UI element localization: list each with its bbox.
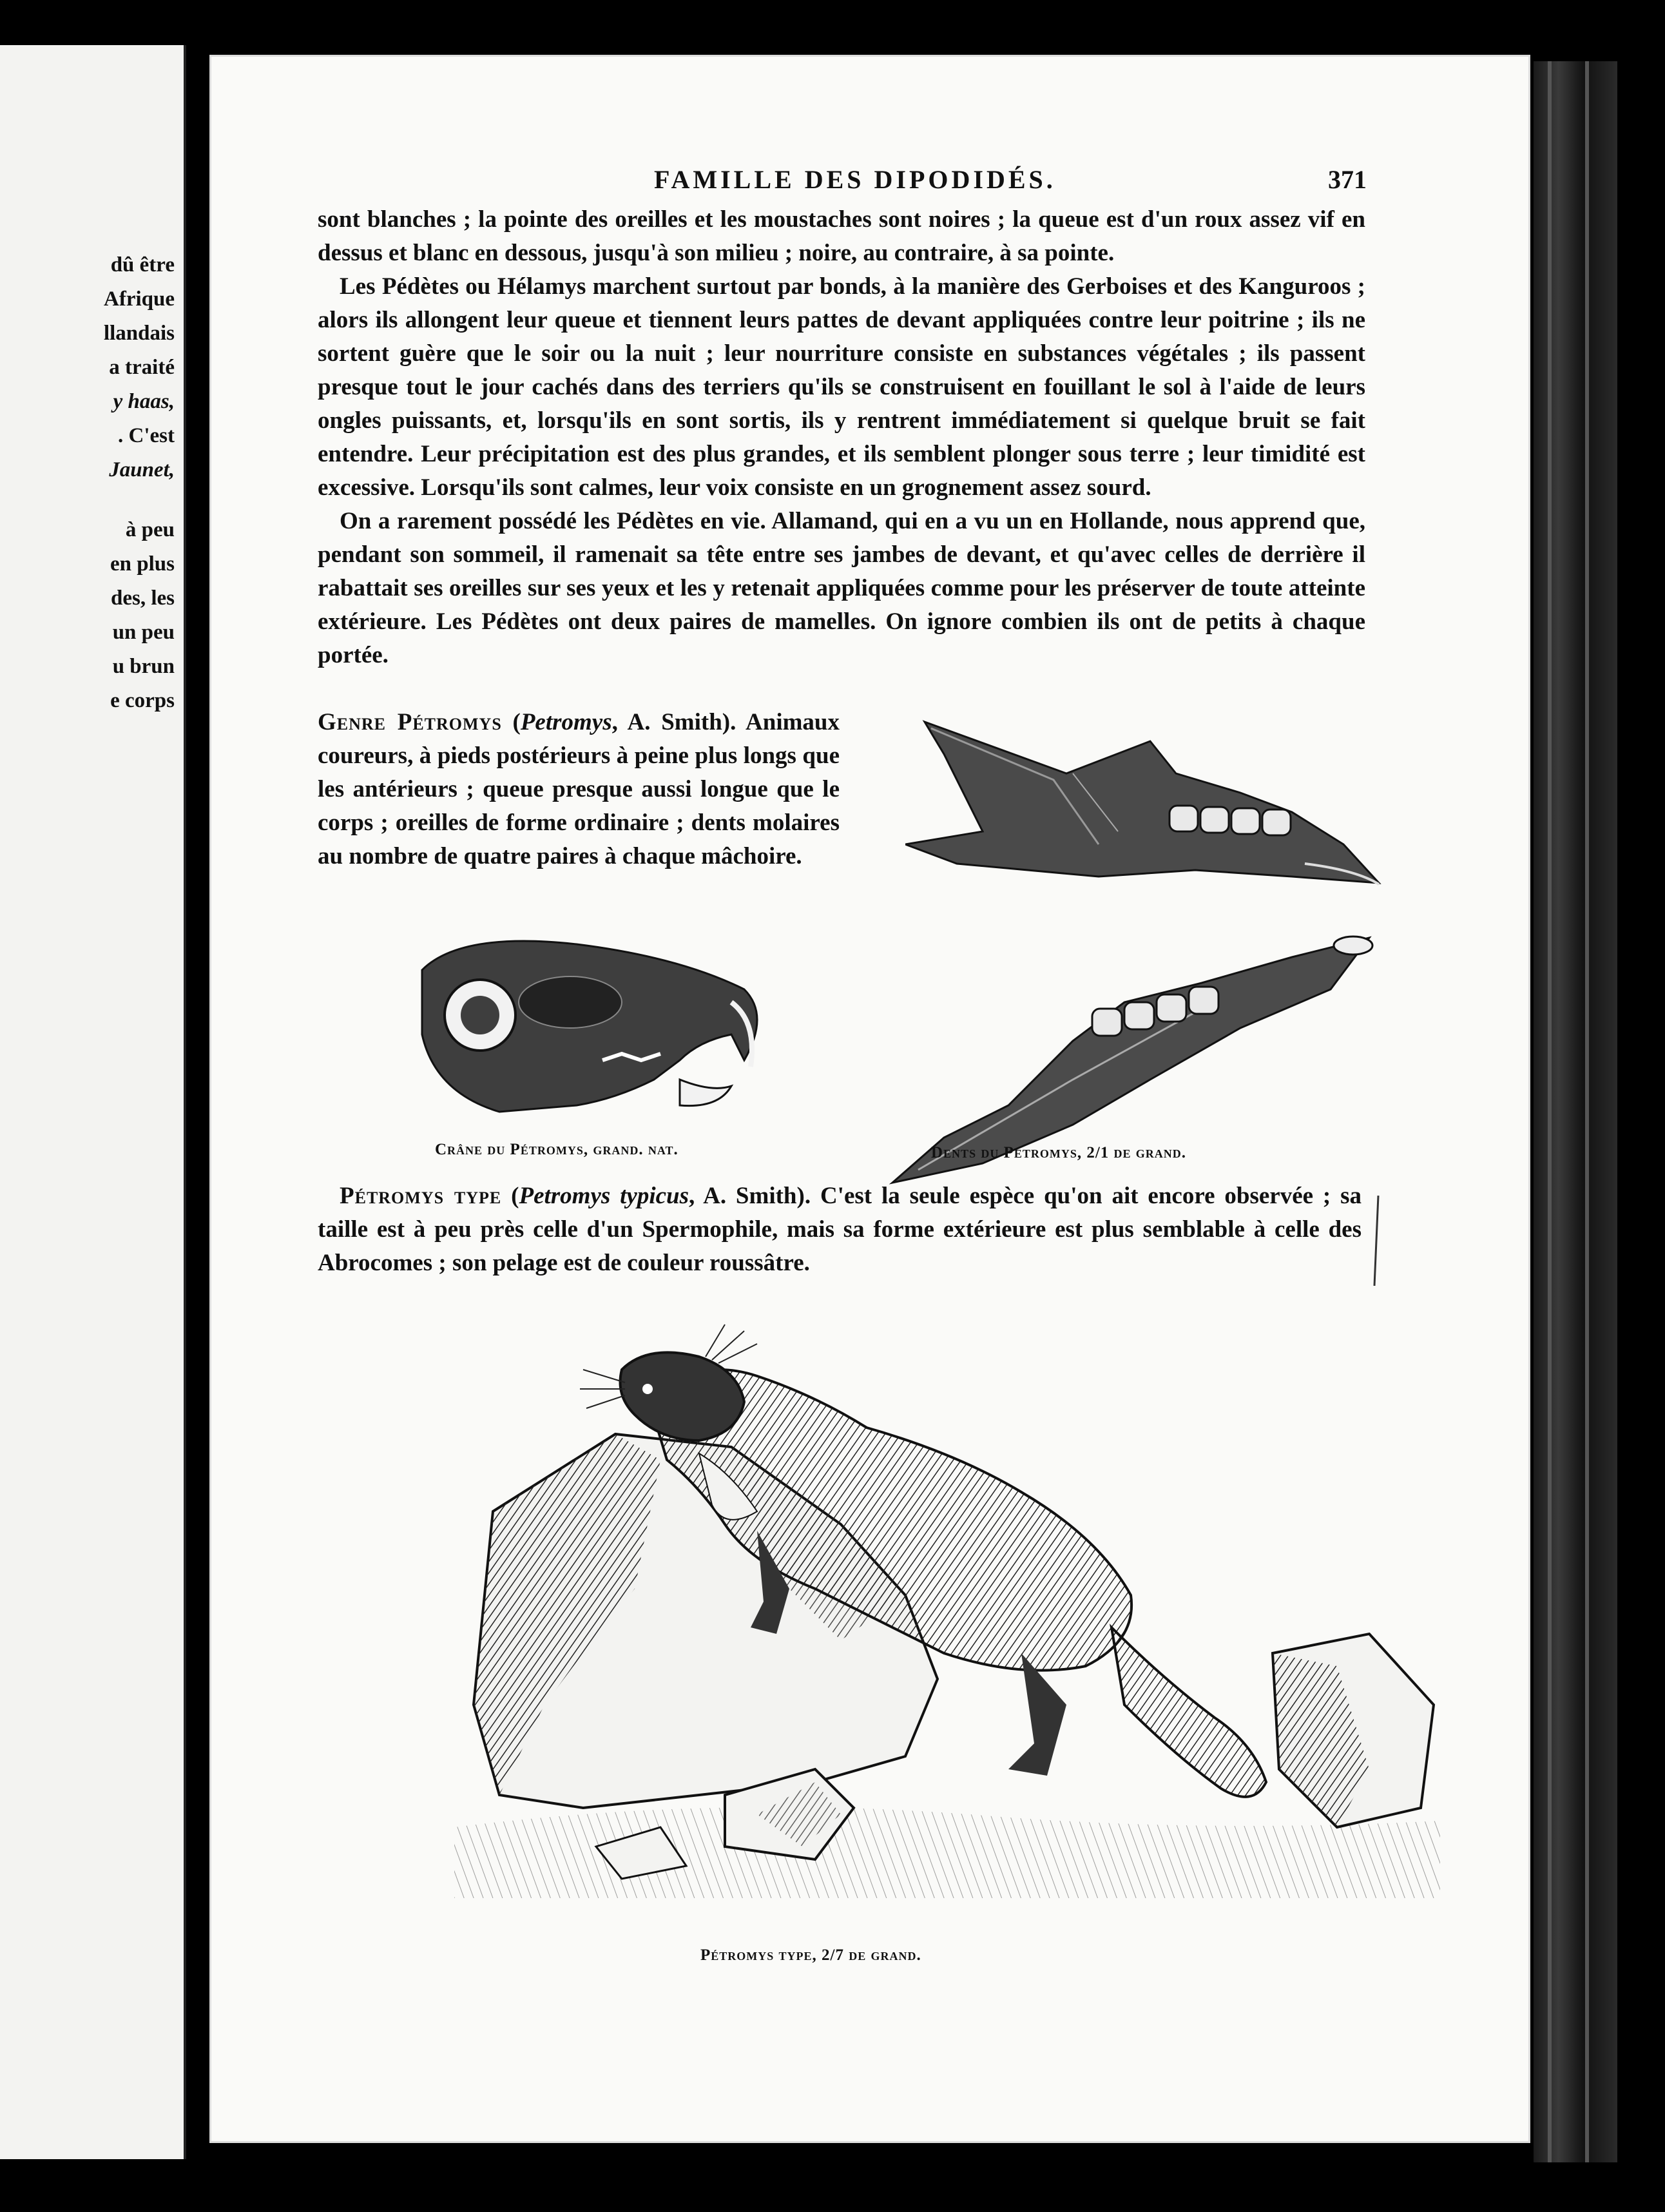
species-paren: ( <box>501 1183 519 1209</box>
left-line: . C'est <box>118 424 175 447</box>
left-line: a traité <box>109 356 175 379</box>
binding-line <box>1585 61 1589 2162</box>
genus-heading: Genre Pétromys <box>318 709 502 735</box>
margin-mark <box>1369 1196 1382 1286</box>
left-line: e corps <box>110 689 175 712</box>
body-text-bottom <box>318 1179 1362 1280</box>
skull-illustration <box>409 931 776 1144</box>
genus-paren: ( <box>501 709 521 735</box>
genus-text: Animaux coureurs, à pieds postérieurs à peine plus longs que les antérieurs ; queue presque aussi longue que le corps ; oreilles de forme ordinaire ; dents molaires au nombre de quatre paires à chaque mâchoire. <box>318 709 840 869</box>
species-text: , A. Smith). C'est la seule espèce qu'on ait encore observée ; sa taille est à peu près celle d'un Spermophile, mais sa forme extérieure est plus semblable à celle des Abrocomes ; son pelage est de couleur roussâtre. <box>318 1183 1362 1276</box>
genus-author: , A. Smith). <box>611 709 736 735</box>
book-page <box>209 55 1530 2143</box>
binding-line <box>1548 61 1552 2162</box>
upper-jaw-illustration <box>905 715 1395 909</box>
paragraph <box>318 1179 1362 1280</box>
animal-caption: Pétromys type, 2/7 de grand. <box>700 1946 921 1964</box>
left-line: en plus <box>110 552 175 576</box>
left-line: un peu <box>112 621 175 644</box>
page-title: FAMILLE DES DIPODIDÉS. <box>654 165 1056 194</box>
paragraph: Les Pédètes ou Hélamys marchent surtout par bonds, à la manière des Gerboises et des Kanguroos ; alors ils allongent leur queue et tiennent leurs pattes de devant appliquées contre leur poitrine ; ils ne sortent guère que le soir ou la nuit ; leur nourriture consiste en substances végétales ; ils passent presque tout le jour cachés dans des terriers qu'ils se construisent en fouillant le sol à l'aide de leurs ongles puissants, et, lorsqu'ils en sont sortis, ils y rentrent immédiatement si quelque bruit se fait entendre. Leur précipitation est des plus grandes, et ils semblent plonger sous terre ; leur timidité est excessive. Lorsqu'ils sont calmes, leur voix consiste en un grognement assez sourd. <box>318 273 1365 501</box>
left-page-fragment <box>0 45 186 2159</box>
skull-caption: Crâne du Pétromys, grand. nat. <box>435 1141 679 1158</box>
running-header <box>209 164 1530 203</box>
left-line: des, les <box>111 587 175 610</box>
species-latin: Petromys typicus <box>519 1183 689 1209</box>
body-text-top <box>318 203 1365 672</box>
teeth-caption: Dents du Pétromys, 2/1 de grand. <box>931 1144 1187 1161</box>
genus-latin: Petromys <box>520 709 612 735</box>
paragraph: On a rarement possédé les Pédètes en vie. Allamand, qui en a vu un en Hollande, nous apprend que, pendant son sommeil, il ramenait sa tête entre ses jambes de devant, et qu'avec celles de derrière il rabattait ses oreilles sur ses yeux et les y retenait appliquées comme pour les préserver de toute atteinte extérieure. Les Pédètes ont deux paires de mamelles. On ignore combien ils ont de petits à chaque portée. <box>318 508 1365 668</box>
left-line: llandais <box>103 322 175 345</box>
left-gap <box>104 487 175 513</box>
petromys-engraving <box>454 1318 1459 1937</box>
genus-description <box>318 706 840 873</box>
left-line: à peu <box>125 518 175 541</box>
left-line: Afrique <box>104 287 175 311</box>
paragraph: sont blanches ; la pointe des oreilles et les moustaches sont noires ; la queue est d'un roux assez vif en dessus et blanc en dessous, jusqu'à son milieu ; noire, au contraire, à sa pointe. <box>318 206 1365 266</box>
page-number: 371 <box>1328 165 1367 194</box>
species-name: Pétromys type <box>340 1183 502 1209</box>
book-binding <box>1534 61 1617 2162</box>
left-line: dû être <box>110 253 175 276</box>
left-line: Jaunet, <box>109 458 175 481</box>
left-line: y haas, <box>113 390 175 413</box>
left-line: u brun <box>112 655 175 678</box>
left-page-text <box>104 248 175 718</box>
